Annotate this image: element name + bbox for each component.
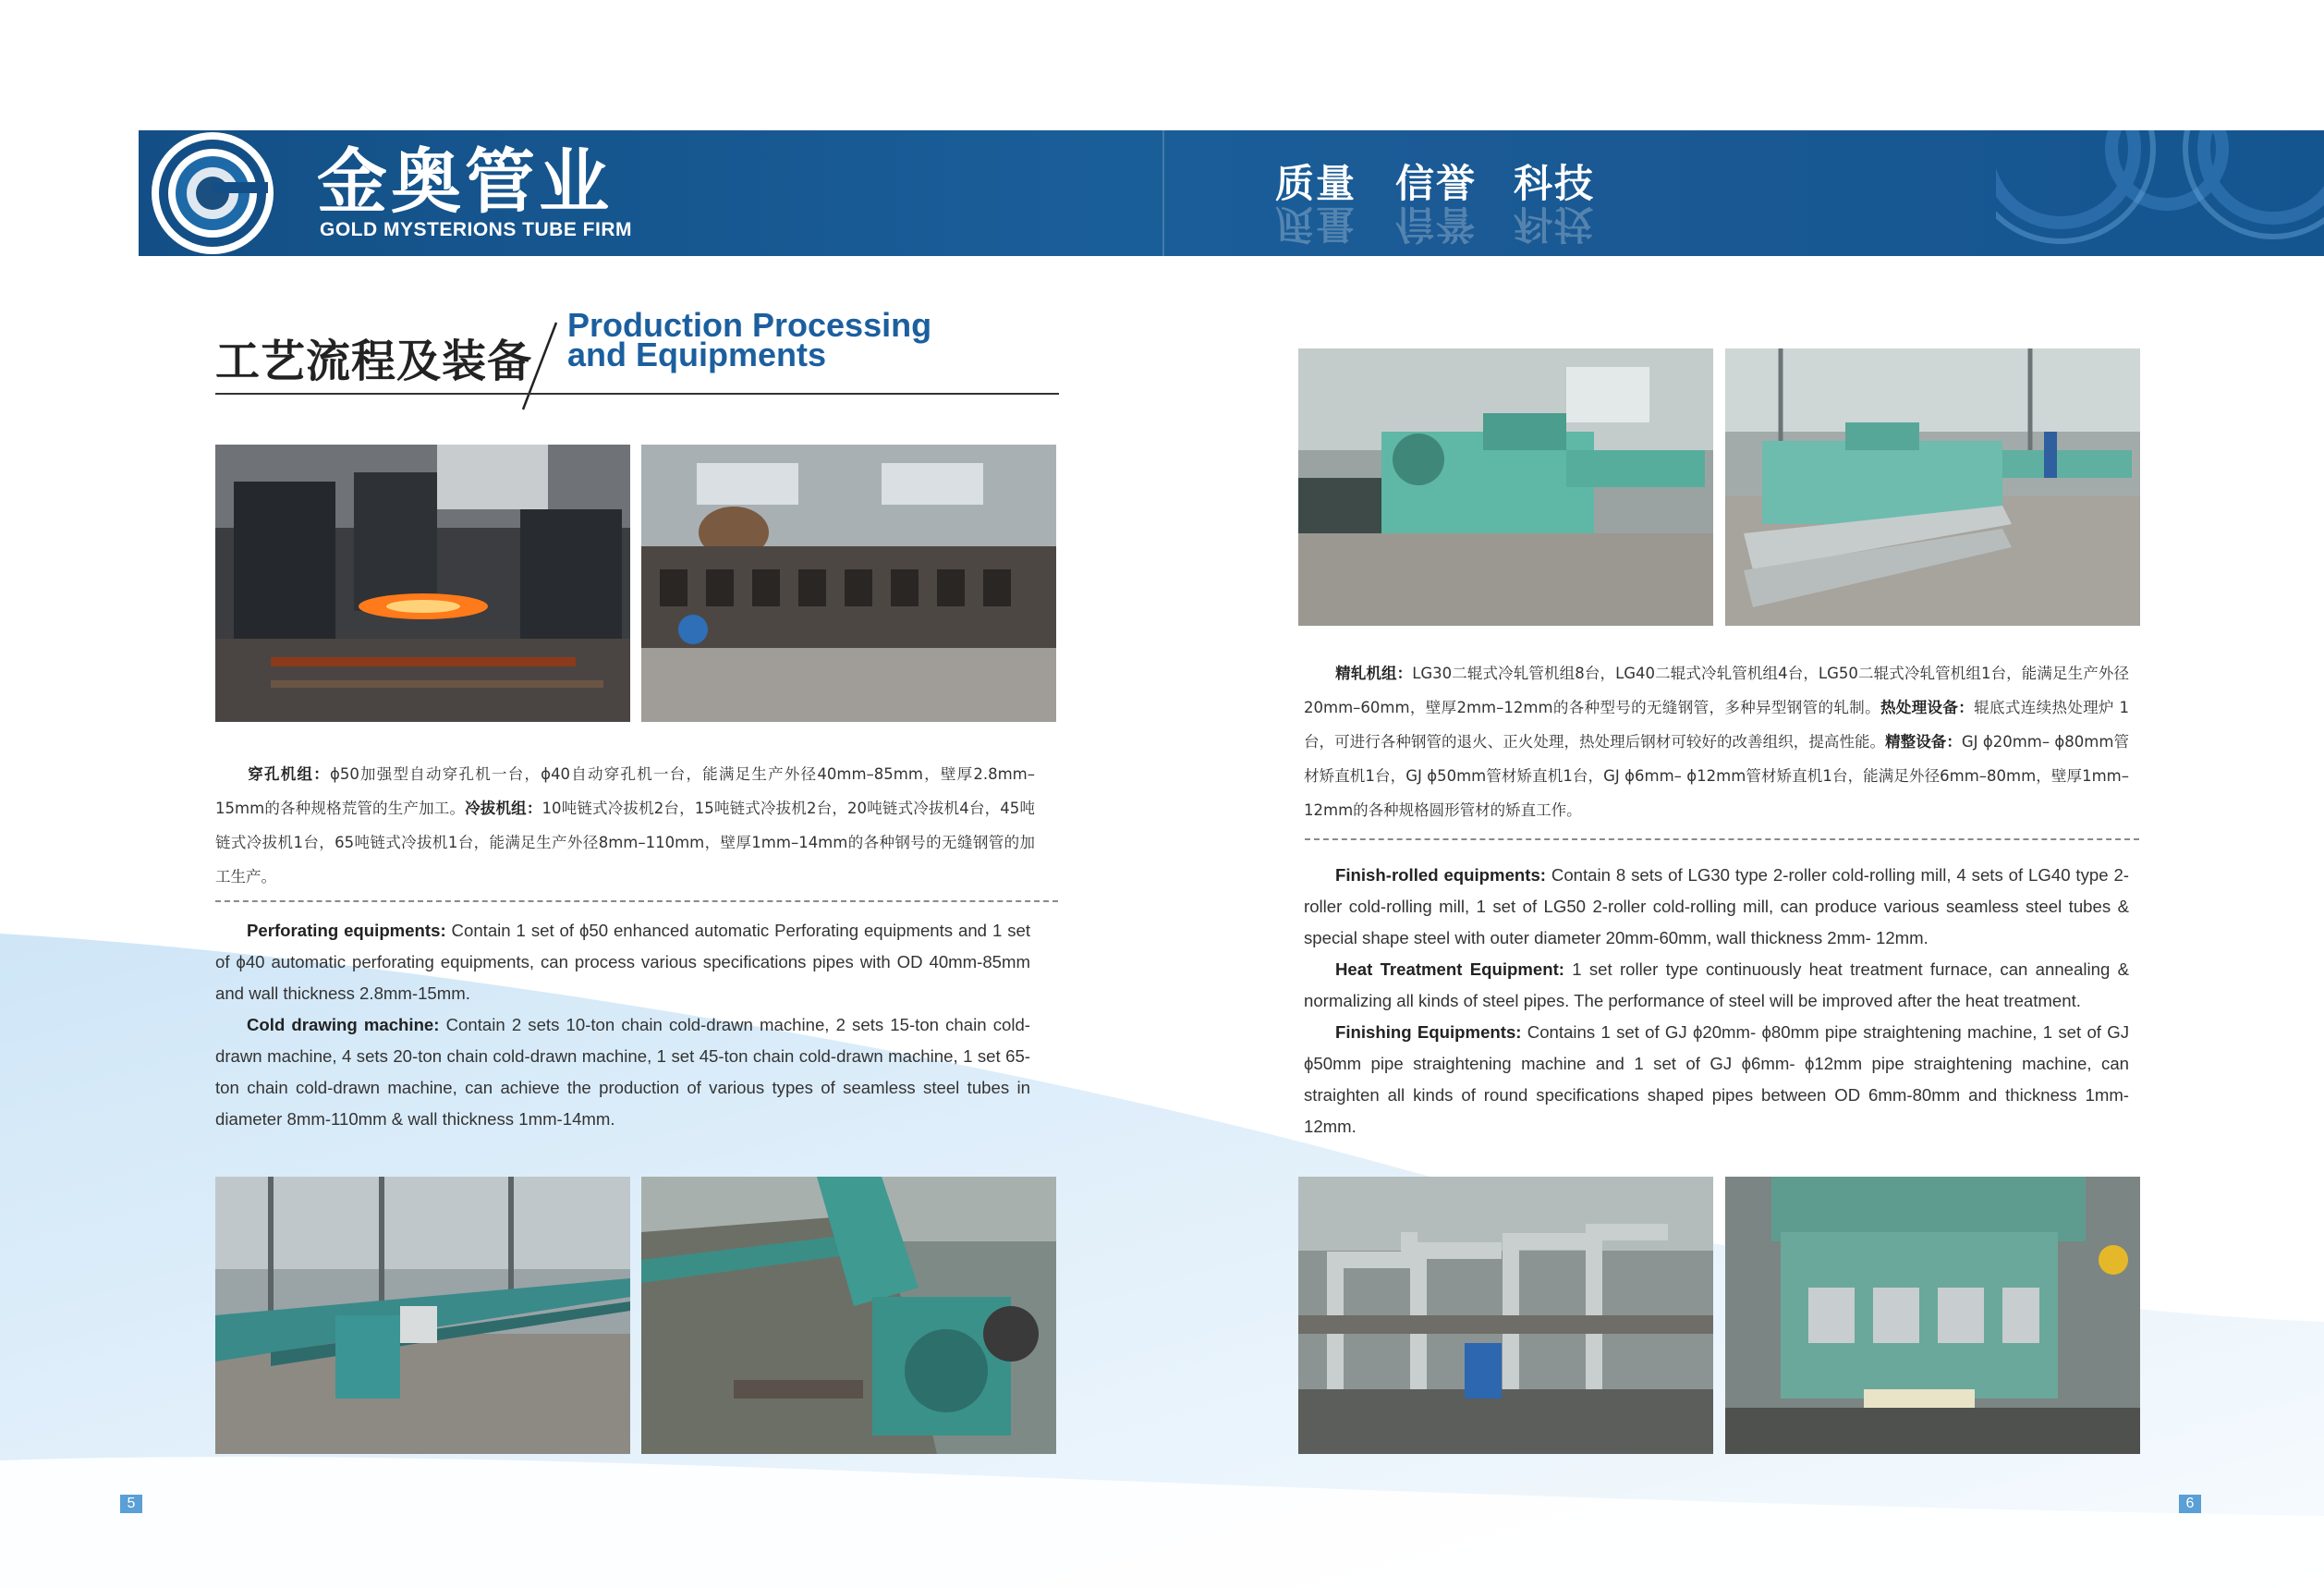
page-number-left: 5 [120,1495,142,1513]
cn-lead-finish-rolling: 精轧机组： [1335,665,1413,682]
slogan-reflection: 科技 [1514,202,1596,247]
photo-cold-rolling-mill-1 [1298,348,1713,626]
section-title-rule [215,393,1059,395]
cn-body-heat-treatment: 辊底式连续热处理炉 1台，可进行各种钢管的退火、正火处理，热处理后钢材可较好的改善组织，提高性能。 [1304,699,2129,751]
title-slash-divider [517,319,573,411]
brand-name-en: GOLD MYSTERIONS TUBE FIRM [320,219,632,240]
cn-body-perforating: ϕ50加强型自动穿孔机一台，ϕ40自动穿孔机一台，能满足生产外径40mm–85mm，壁厚2.8mm–15mm的各种规格荒管的生产加工。 [215,765,1035,817]
en-lead-heat-treatment: Heat Treatment Equipment: [1335,959,1564,979]
en-para-cold-drawing [215,1009,1030,1135]
section-title-en [567,306,932,373]
en-lead-perforating: Perforating equipments: [247,921,446,940]
photo-heat-treatment-furnace [1298,1177,1713,1454]
decorative-ring-graphic [1996,130,2324,256]
slogan-technology: 科技 [1514,161,1596,206]
en-para-finishing [1304,1017,2129,1142]
photo-perforating-mill [215,445,630,722]
en-body-perforating: Contain 1 set of ϕ50 enhanced automatic Perforating equipments and 1 set of ϕ40 automatic perforating equipments, can process various specifications pipes with OD 40mm-85mm and wall thickness 2.8mm-15mm. [215,921,1030,1003]
slogan-reputation: 信誉 [1395,161,1478,206]
en-lead-finish-rolled: Finish-rolled equipments: [1335,865,1546,885]
en-lead-cold-drawing: Cold drawing machine: [247,1015,440,1034]
en-para-heat-treatment [1304,954,2129,1017]
right-cn-paragraph [1304,656,2129,827]
brand-name-cn: 金奥管业 [317,140,613,223]
en-body-heat-treatment: 1 set roller type continuously heat treatment furnace, can annealing & normalizing all kinds of steel pipes. The performance of steel will be improved after the heat treatment. [1304,959,2129,1010]
section-title-en-line1: Production Processing [567,306,932,344]
header-divider [1162,130,1164,256]
section-title-en-line2: and Equipments [567,336,827,373]
cn-body-cold-drawing: 10吨链式冷拔机2台，15吨链式冷拔机2台，20吨链式冷拔机4台，45吨链式冷拔机1台，65吨链式冷拔机1台，能满足生产外径8mm–110mm，壁厚1mm–14mm的各种钢号的无缝钢管的加工生产。 [215,800,1035,886]
en-body-cold-drawing: Contain 2 sets 10-ton chain cold-drawn machine, 2 sets 15-ton chain cold-drawn machine, 4 sets 20-ton chain cold-drawn machine, 1 set 45-ton chain cold-drawn machine, 1 set 65-ton chain cold-drawn machine, can achieve the production of various types of seamless steel tubes in diameter 8mm-110mm & wall thickness 1mm-14mm. [215,1015,1031,1129]
en-body-finish-rolled: Contain 8 sets of LG30 type 2-roller cold-rolling mill, 4 sets of LG40 type 2-roller cold-rolling mill, 1 set of LG50 2-roller cold-rolling mill, can produce various seamless steel tubes & special shape steel with outer diameter 20mm-60mm, wall thickness 2mm- 12mm. [1304,865,2129,947]
cn-lead-cold-drawing: 冷拔机组： [465,800,542,817]
photo-heating-furnace [641,445,1056,722]
cn-body-finishing: GJ ϕ20mm– ϕ80mm管材矫直机1台，GJ ϕ50mm管材矫直机1台，GJ ϕ6mm– ϕ12mm管材矫直机1台，能满足外径6mm–80mm，壁厚1mm–12mm的各种规格圆形管材的矫直工作。 [1304,733,2130,819]
photo-drawing-bench-hall [215,1177,630,1454]
cn-lead-perforating: 穿孔机组： [247,765,330,783]
page-number-right: 6 [2179,1495,2201,1513]
company-ring-logo-icon [140,130,285,256]
section-title-cn: 工艺流程及装备 [215,336,533,387]
cn-lead-heat-treatment: 热处理设备： [1880,699,1975,716]
left-en-paragraphs [215,915,1030,1135]
dashed-divider [1305,838,2139,840]
photo-cold-rolling-mill-2 [1725,348,2140,626]
cn-body-finish-rolling: LG30二辊式冷轧管机组8台，LG40二辊式冷轧管机组4台，LG50二辊式冷轧管机组1台，能满足生产外径20mm–60mm，壁厚2mm–12mm的各种型号的无缝钢管，多种异型钢管的轧制。 [1304,665,2129,716]
en-lead-finishing: Finishing Equipments: [1335,1022,1522,1042]
slogan-reflection: 信誉 [1395,202,1478,247]
cn-lead-finishing: 精整设备： [1885,733,1962,751]
slogan-reflection: 质量 [1275,202,1357,247]
slogan-quality: 质量 [1275,161,1357,206]
en-body-finishing: Contains 1 set of GJ ϕ20mm- ϕ80mm pipe straightening machine, 1 set of GJ ϕ50mm pipe straightening machine and 1 set of GJ ϕ6mm- ϕ12mm pipe straightening machine, can straighten all kinds of round specifications shaped pipes between OD 6mm-80mm and thickness 1mm-12mm. [1304,1022,2129,1136]
en-para-finish-rolled [1304,860,2129,954]
photo-straightening-machine [1725,1177,2140,1454]
en-para-perforating [215,915,1030,1009]
dashed-divider [215,900,1058,902]
photo-drawing-machine [641,1177,1056,1454]
right-en-paragraphs [1304,860,2129,1142]
left-cn-paragraph [215,757,1035,894]
